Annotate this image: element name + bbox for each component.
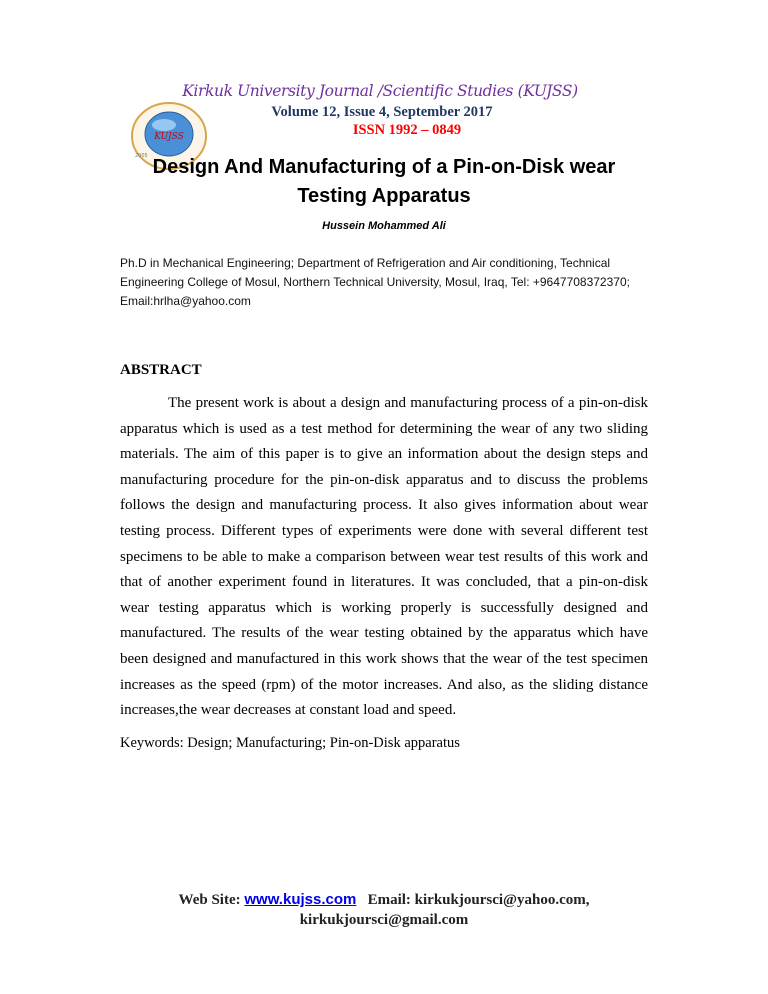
affiliation: Ph.D in Mechanical Engineering; Department of Refrigeration and Air conditioning, Technical Engineering College of Mosul, Northern Technical University, Mosul, Iraq, Tel: +9647708372370; Email:hrlha@yahoo.com (120, 256, 630, 308)
journal-name: Kirkuk University Journal /Scientific Studies (KUJSS) (182, 82, 578, 100)
abstract-body: The present work is about a design and manufacturing process of a pin-on-disk apparatus which is used as a test method for determining the wear of any two sliding materials. The aim of this paper is to give an information about the design steps and manufacturing procedure for the pin-on-disk apparatus and to discuss the problems follows the design and manufacturing process. It also gives information about wear testing process. Different types of experiments were done with several different test specimens to be able to make a comparison between wear test results of this work and that of another experiment found in literatures. It was concluded, that a pin-on-disk wear testing apparatus which is working properly is successfully designed and manufactured. The results of the wear testing obtained by the apparatus which have been designed and manufactured in this work shows that the wear of the test specimen increases as the speed (rpm) of the motor increases. And also, as the sliding distance increases,the wear decreases at constant load and speed. (120, 395, 648, 719)
email-label: Email: kirkukjoursci@yahoo.com, (367, 892, 590, 908)
abstract-heading: ABSTRACT (120, 362, 202, 378)
footer (100, 890, 668, 930)
svg-text:2005: 2005 (135, 153, 148, 159)
paper-title (100, 153, 668, 211)
svg-text:KUJSS: KUJSS (154, 132, 184, 142)
paper-content (120, 153, 648, 752)
website-link[interactable]: www.kujss.com (244, 891, 357, 908)
author: Hussein Mohammed Ali (322, 220, 446, 232)
title-line-1: Design And Manufacturing of a Pin-on-Disk wear (152, 156, 616, 178)
keywords: Keywords: Design; Manufacturing; Pin-on-Disk apparatus (120, 734, 460, 751)
title-line-2: Testing Apparatus (297, 185, 471, 207)
issn: ISSN 1992 – 0849 (352, 122, 462, 138)
email-secondary: kirkukjoursci@gmail.com (299, 912, 469, 928)
website-label: Web Site: (178, 892, 241, 908)
volume-issue: Volume 12, Issue 4, September 2017 (271, 104, 493, 120)
